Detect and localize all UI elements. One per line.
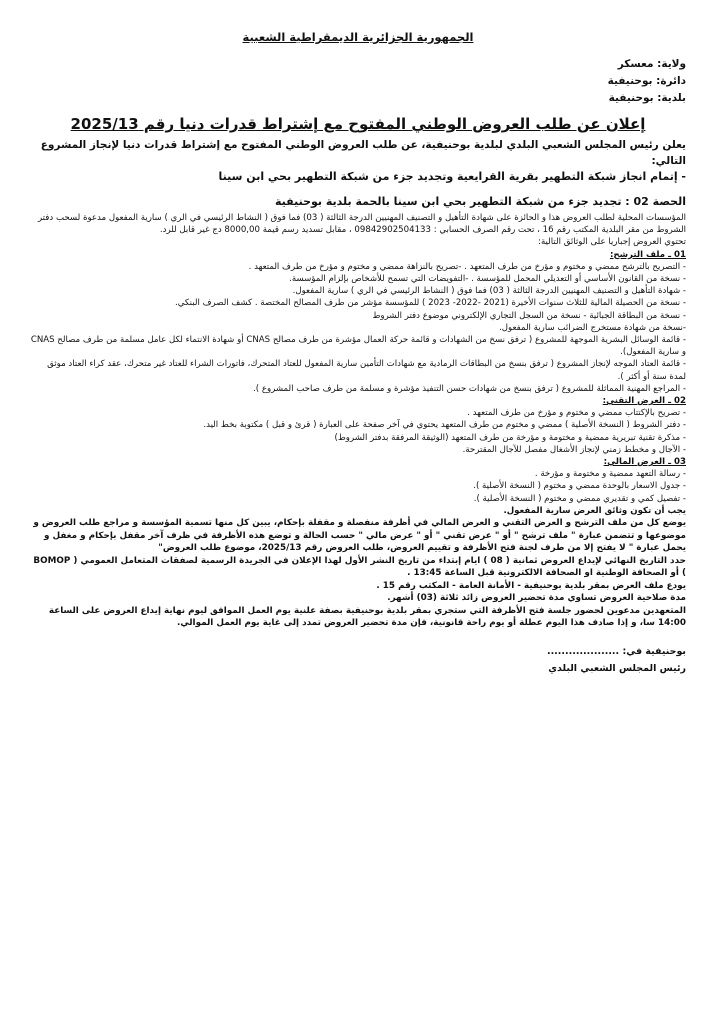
republic-heading: الجمهورية الجزائرية الديمقراطية الشعبية — [242, 30, 474, 44]
opening-session-paragraph: المتعهدين مدعوين لحضور جلسة فتح الأظرفة التي ستجري بمقر بلدية بوحنيفية بصفة علنية يوم العمل الموافق ليوم نهاية إيداع العروض على الساعة 14:00 سا، و إذا صادف هذا اليوم عطلة أو يوم راحة قانونية، فإن مدة تحضير العروض تمدد إلى غاية يوم العمل الموالي. — [48, 605, 686, 629]
technical-item: - الآجال و مخطط زمني لإنجاز الأشغال مفصل للآجال المقترحة. — [462, 444, 686, 455]
candidature-item: - المراجع المهنية المماثلة للمشروع ( ترفق بنسخ من شهادات حسن التنفيذ مؤشرة و مسلمة من طرف صاحب المشروع ). — [253, 383, 686, 394]
packaging-paragraph: يوضع كل من ملف الترشح و العرض التقني و العرض المالي في أظرفة منفصلة و مقفلة بإحكام، يبين كل منها تسمية المؤسسة و مراجع طلب العروض و موضوعها و تتضمن عبارة " ملف ترشح " أو " عرض تقني " أو " عرض مالي " حسب الحالة و توضع هذه الأظرفة في ظرف آخر مقفل بإحكام و مغفل و يحمل عبارة " لا يفتح إلا من طرف لجنة فتح الأظرفة و تقييم العروض، طلب العروض رقم 2025/13، موضوع طلب العروض" — [33, 518, 686, 554]
project-line: - إتمام انجاز شبكة التطهير بقرية القرايعية وتجديد جزء من شبكة التطهير بحي ابن سينا — [218, 170, 686, 183]
candidature-item: - التصريح بالترشح ممضي و مختوم و مؤرخ من طرف المتعهد . -تصريح بالنزاهة ممضي و مختوم و مؤرخ من طرف المتعهد . — [248, 261, 686, 272]
technical-item: - تصريح بالإكتتاب ممضي و مختوم و مؤرخ من طرف المتعهد . — [467, 408, 686, 419]
deadline-paragraph: حدد التاريخ النهائي لإيداع العروض ثمانية ( 08 ) ايام إبتداء من تاريخ النشر الأول لهذا الإعلان في الجريدة الرسمية لصفقات المتعامل العمومي ( BOMOP ) أو الصحافة الوطنية او الصحافة الالكترونية قبل الساعة 13:45 . — [33, 555, 686, 579]
candidature-file-heading: 01 ـ ملف الترشح: — [609, 249, 686, 260]
intro-paragraph: يعلن رئيس المجلس الشعبي البلدي لبلدية بوحنيفية، عن طلب العروض الوطني المفتوح مع إشتراط قدرات دنيا لإنجاز المشروع التالي: — [40, 139, 686, 167]
financial-item: - جدول الاسعار بالوحدة ممضي و مختوم ( النسخة الأصلية ). — [473, 481, 686, 492]
candidature-item: - نسخة من البطاقة الجبائية - نسخة من السجل التجاري الإلكتروني موضوع دفتر الشروط — [372, 310, 686, 321]
lot-heading: الحصة 02 : تجديد جزء من شبكة التطهير بحي ابن سينا بالحمة بلدية بوحنيفية — [275, 195, 686, 208]
candidature-item: -نسخة من شهادة مستخرج الضرائب سارية المفعول. — [499, 322, 686, 333]
technical-offer-heading: 02 ـ العرض التقني: — [602, 396, 686, 407]
candidature-item: - نسخة من القانون الأساسي أو التعديلي المحمل للمؤسسة . -التفويضات التي تسمح للأشخاص بإلزام المؤسسة. — [289, 274, 686, 285]
eligibility-paragraph: المؤسسات المحلية لطلب العروض هذا و الحائزة على شهادة التأهيل و التصنيف المهنيين الدرجة الثالثة ( 03) فما فوق ( النشاط الرئيسي في الري ) سارية المفعول مدعوة لسحب دفتر الشروط من مقر البلدية المكتب رقم 16 ، تحت رقم الصرف الحسابي : 09842902504133 ، مقابل تسديد رسم قيمة 8000,00 دج غير قابل للرد. — [37, 213, 686, 236]
validity-note: يجب أن تكون وثائق العرض سارية المفعول. — [503, 505, 686, 516]
commune-line: بلدية: بوحنيفية — [608, 92, 686, 104]
candidature-item: - شهادة التأهيل و التصنيف المهنيين الدرجة الثالثة ( 03) فما فوق ( النشاط الرئيسي في الري ) سارية المفعول. — [292, 286, 686, 297]
signature-place-date: بوحنيفية في: .................... — [546, 645, 686, 657]
announcement-page — [30, 30, 686, 676]
financial-item: - رسالة التعهد ممضية و مختومة و مؤرخة . — [534, 469, 686, 480]
wilaya-line: ولاية: معسكر — [617, 58, 686, 70]
candidature-item: - قائمة الوسائل البشرية الموجهة للمشروع ( ترفق نسخ من الشهادات و قائمة حركة العمال مؤشرة من طرف مصالح CNAS أو شهادة الانتماء لكل عامل مسلمة من طرف مصالح CNAS و سارية المفعول). — [30, 335, 686, 358]
technical-item: - دفتر الشروط ( النسخة الأصلية ) ممضي و مختوم من طرف المتعهد يحتوي في آخر صفحة على العبارة ( قرئ و قبل ) مكتوبة بخط اليد. — [203, 420, 686, 431]
candidature-item: - قائمة العتاد الموجه لإنجاز المشروع ( ترفق بنسخ من البطاقات الرمادية مع شهادات التأمين سارية المفعول للعتاد المتحرك، فاتورات الشراء للعتاد غير متحرك، عقد كراء العتاد موثق لمدة سنة أو أكثر ). — [47, 359, 686, 382]
technical-item: - مذكرة تقنية تبريرية ممضية و مختومة و مؤرخة من طرف المتعهد (الوثيقة المرفقة بدفتر الشروط) — [334, 432, 686, 443]
financial-item: - تفصيل كمي و تقديري ممضي و مختوم ( النسخة الأصلية ). — [473, 493, 686, 504]
deposit-line: يودع ملف العرض بمقر بلدية بوحنيفية - الأمانة العامة - المكتب رقم 15 . — [376, 580, 686, 591]
offer-validity-line: مدة صلاحية العروض تساوي مدة تحضير العروض زائد ثلاثة (03) أشهر. — [387, 593, 686, 604]
daira-line: دائرة: بوحنيفية — [607, 75, 686, 87]
candidature-item: - نسخة من الحصيلة المالية للثلاث سنوات الأخيرة (2021 -2022- 2023 ) للمؤسسة مؤشر من طرف المصالح المختصة . كشف الصرف البنكي. — [175, 298, 686, 309]
financial-offer-heading: 03 ـ العرض المالي: — [603, 457, 686, 468]
announcement-title: إعلان عن طلب العروض الوطني المفتوح مع إشتراط قدرات دنيا رقم 2025/13 — [70, 115, 646, 133]
signature-signer: رئيس المجلس الشعبي البلدي — [548, 662, 686, 674]
documents-intro: تحتوي العروض إجباريا على الوثائق التالية: — [538, 237, 686, 248]
